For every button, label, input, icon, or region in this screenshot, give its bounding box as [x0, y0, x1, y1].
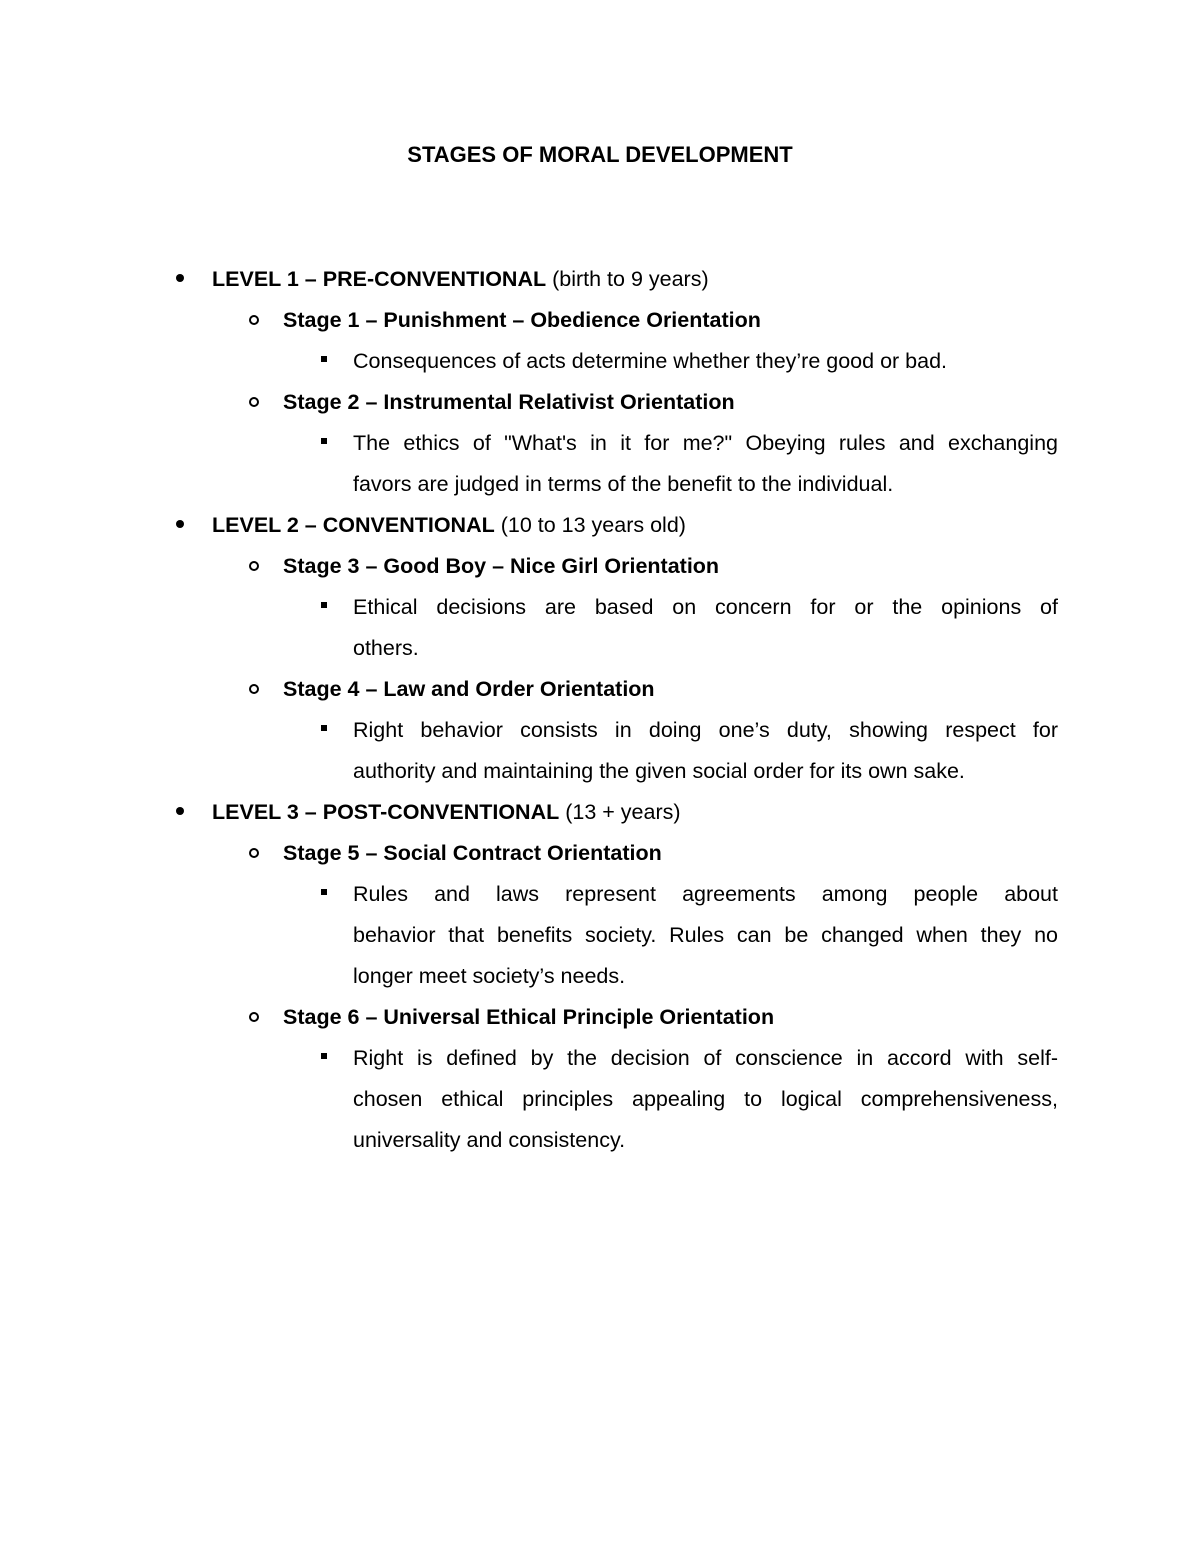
stage-item-2 [0, 382, 1200, 423]
stage-title: Stage 5 – Social Contract Orientation [283, 841, 662, 865]
stage-description-line [0, 710, 1200, 751]
stage-item-4 [0, 669, 1200, 710]
description-text: The ethics of "What's in it for me?" Obeying rules and exchanging [353, 431, 1058, 455]
stage-title: Stage 2 – Instrumental Relativist Orientation [283, 390, 735, 414]
square-bullet-icon [318, 1038, 330, 1079]
filled-circle-bullet-icon [173, 792, 187, 833]
level-age: (birth to 9 years) [546, 267, 709, 291]
level-name: LEVEL 1 – PRE-CONVENTIONAL [212, 267, 547, 291]
stage-item-3 [0, 546, 1200, 587]
stage-description-line [0, 1079, 1200, 1120]
level-age: (13 + years) [559, 800, 681, 824]
hollow-circle-bullet-icon [247, 300, 261, 341]
description-text: Right behavior consists in doing one’s duty, showing respect for [353, 718, 1058, 742]
outline-list [0, 259, 1200, 1161]
hollow-circle-bullet-icon [247, 833, 261, 874]
description-text: Consequences of acts determine whether they’re good or bad. [353, 349, 948, 373]
hollow-circle-bullet-icon [247, 997, 261, 1038]
square-bullet-icon [318, 423, 330, 464]
stage-description-line [0, 1038, 1200, 1079]
level-name: LEVEL 2 – CONVENTIONAL [212, 513, 495, 537]
description-text: Rules and laws represent agreements among people about [353, 882, 1058, 906]
square-bullet-icon [318, 587, 330, 628]
stage-title: Stage 4 – Law and Order Orientation [283, 677, 655, 701]
stage-description-line [0, 915, 1200, 956]
stage-description-line [0, 464, 1200, 505]
square-bullet-icon [318, 710, 330, 751]
level-name: LEVEL 3 – POST-CONVENTIONAL [212, 800, 560, 824]
filled-circle-bullet-icon [173, 505, 187, 546]
hollow-circle-bullet-icon [247, 382, 261, 423]
stage-description-line [0, 751, 1200, 792]
description-text: favors are judged in terms of the benefit to the individual. [353, 472, 894, 496]
square-bullet-icon [318, 874, 330, 915]
page-title: STAGES OF MORAL DEVELOPMENT [407, 142, 793, 167]
stage-description-line [0, 587, 1200, 628]
description-text: authority and maintaining the given social order for its own sake. [353, 759, 965, 783]
stage-title: Stage 6 – Universal Ethical Principle Orientation [283, 1005, 775, 1029]
hollow-circle-bullet-icon [247, 546, 261, 587]
description-text: others. [353, 636, 419, 660]
description-text: longer meet society’s needs. [353, 964, 626, 988]
level-item-1 [0, 259, 1200, 300]
description-text: Ethical decisions are based on concern for or the opinions of [353, 595, 1058, 619]
description-text: chosen ethical principles appealing to logical comprehensiveness, [353, 1087, 1058, 1111]
hollow-circle-bullet-icon [247, 669, 261, 710]
stage-item-6 [0, 997, 1200, 1038]
level-age: (10 to 13 years old) [494, 513, 686, 537]
description-text: behavior that benefits society. Rules can be changed when they no [353, 923, 1058, 947]
stage-description-line [0, 341, 1200, 382]
stage-title: Stage 3 – Good Boy – Nice Girl Orientation [283, 554, 720, 578]
stage-description-line [0, 874, 1200, 915]
stage-item-5 [0, 833, 1200, 874]
stage-title: Stage 1 – Punishment – Obedience Orientation [283, 308, 761, 332]
filled-circle-bullet-icon [173, 259, 187, 300]
stage-description-line [0, 423, 1200, 464]
stage-item-1 [0, 300, 1200, 341]
stage-description-line [0, 956, 1200, 997]
stage-description-line [0, 628, 1200, 669]
description-text: Right is defined by the decision of conscience in accord with self- [353, 1046, 1058, 1070]
level-item-2 [0, 505, 1200, 546]
description-text: universality and consistency. [353, 1128, 626, 1152]
square-bullet-icon [318, 341, 330, 382]
stage-description-line [0, 1120, 1200, 1161]
level-item-3 [0, 792, 1200, 833]
